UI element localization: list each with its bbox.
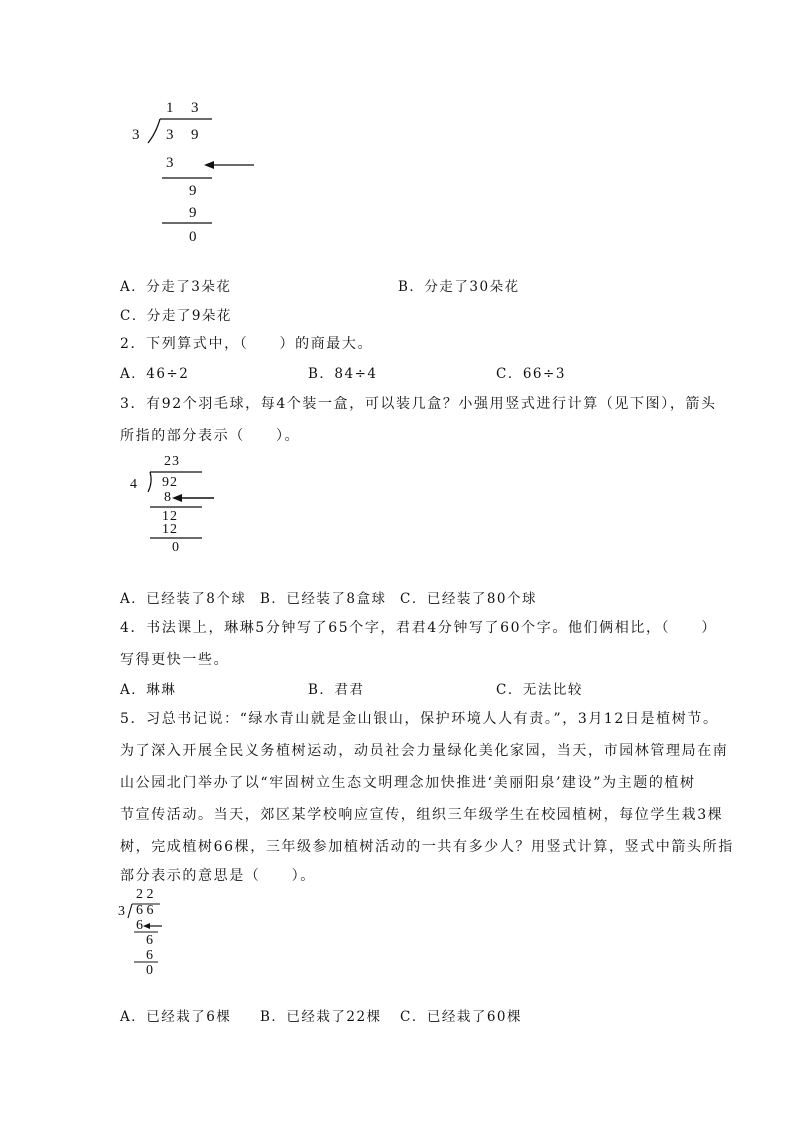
division-step-3: 12 (162, 522, 178, 537)
division-step-1: 6 (136, 918, 143, 933)
q4-option-b[interactable]: B．君君 (308, 682, 365, 698)
q2-option-a[interactable]: A．46÷2 (120, 366, 190, 382)
quotient: 2 2 (136, 887, 154, 902)
q1-option-a[interactable]: A．分走了3朵花 (120, 279, 232, 295)
dividend: 92 (162, 475, 178, 490)
q2-option-c[interactable]: C．66÷3 (496, 366, 566, 382)
q5-option-a[interactable]: A．已经栽了6棵 (120, 1009, 232, 1025)
q5-stem-line-4: 节宣传活动。当天，郊区某学校响应宣传，组织三年级学生在校园植树，每位学生栽3棵 (120, 807, 724, 823)
q3-option-b[interactable]: B．已经装了8盒球 (260, 591, 387, 607)
q5-option-c[interactable]: C．已经栽了60棵 (400, 1009, 523, 1025)
q1-option-b[interactable]: B．分走了30朵花 (398, 279, 520, 295)
division-step-2: 12 (162, 509, 178, 524)
q4-stem-line-1: 4．书法课上，琳琳5分钟写了65个字，君君4分钟写了60个字。他们俩相比，（ ） (120, 620, 717, 636)
quotient-digit-1: 1 (166, 100, 174, 116)
q5-stem-line-5: 树，完成植树66棵，三年级参加植树活动的一共有多少人？用竖式计算，竖式中箭头所指 (120, 839, 734, 855)
division-lines-3 (120, 452, 240, 562)
division-step-2: 9 (189, 183, 197, 199)
q5-option-b[interactable]: B．已经栽了22棵 (260, 1009, 382, 1025)
q5-stem-line-6: 部分表示的意思是（ ）。 (120, 868, 316, 884)
long-division-diagram-5 (114, 886, 194, 982)
dividend: 6 6 (136, 903, 154, 918)
q5-stem-line-3: 山公园北门举办了以“牢固树立生态文明理念加快推进‘美丽阳泉’建设”为主题的植树 (120, 775, 696, 791)
division-remainder: 0 (146, 963, 153, 978)
division-step-3: 9 (189, 205, 197, 221)
q5-stem-line-1: 5．习总书记说：“绿水青山就是金山银山，保护环境人人有责。”，3月12日是植树节。 (120, 711, 719, 727)
divisor: 3 (118, 904, 125, 919)
division-step-2: 6 (146, 933, 153, 948)
long-division-diagram-1 (120, 95, 280, 255)
dividend-digit-2: 9 (191, 127, 199, 143)
dividend-digit-1: 3 (166, 127, 174, 143)
division-lines-5 (114, 886, 194, 982)
divisor: 3 (132, 127, 140, 143)
q2-option-b[interactable]: B．84÷4 (308, 366, 378, 382)
q3-stem-line-2: 所指的部分表示（ ）。 (120, 428, 301, 444)
divisor: 4 (130, 477, 137, 492)
q4-stem-line-2: 写得更快一些。 (120, 652, 230, 668)
q3-option-c[interactable]: C．已经装了80个球 (400, 591, 538, 607)
quotient-digit-2: 3 (191, 100, 199, 116)
division-step-3: 6 (146, 948, 153, 963)
division-remainder: 0 (189, 229, 197, 245)
q2-stem: 2．下列算式中，（ ）的商最大。 (120, 336, 374, 352)
q1-option-c[interactable]: C．分走了9朵花 (120, 308, 232, 324)
q3-option-a[interactable]: A．已经装了8个球 (120, 591, 247, 607)
long-division-diagram-3 (120, 452, 240, 562)
quotient: 23 (164, 454, 180, 469)
q4-option-a[interactable]: A．琳琳 (120, 682, 177, 698)
q5-stem-line-2: 为了深入开展全民义务植树运动，动员社会力量绿化美化家园，当天，市园林管理局在南 (120, 743, 729, 759)
division-step-1: 8 (164, 490, 171, 505)
q4-option-c[interactable]: C．无法比较 (496, 682, 583, 698)
q3-stem-line-1: 3．有92个羽毛球，每4个装一盒，可以装几盒？小强用竖式进行计算（见下图），箭头 (120, 396, 717, 412)
division-remainder: 0 (172, 540, 179, 555)
division-step-1: 3 (166, 155, 174, 171)
division-lines-1 (120, 95, 280, 255)
